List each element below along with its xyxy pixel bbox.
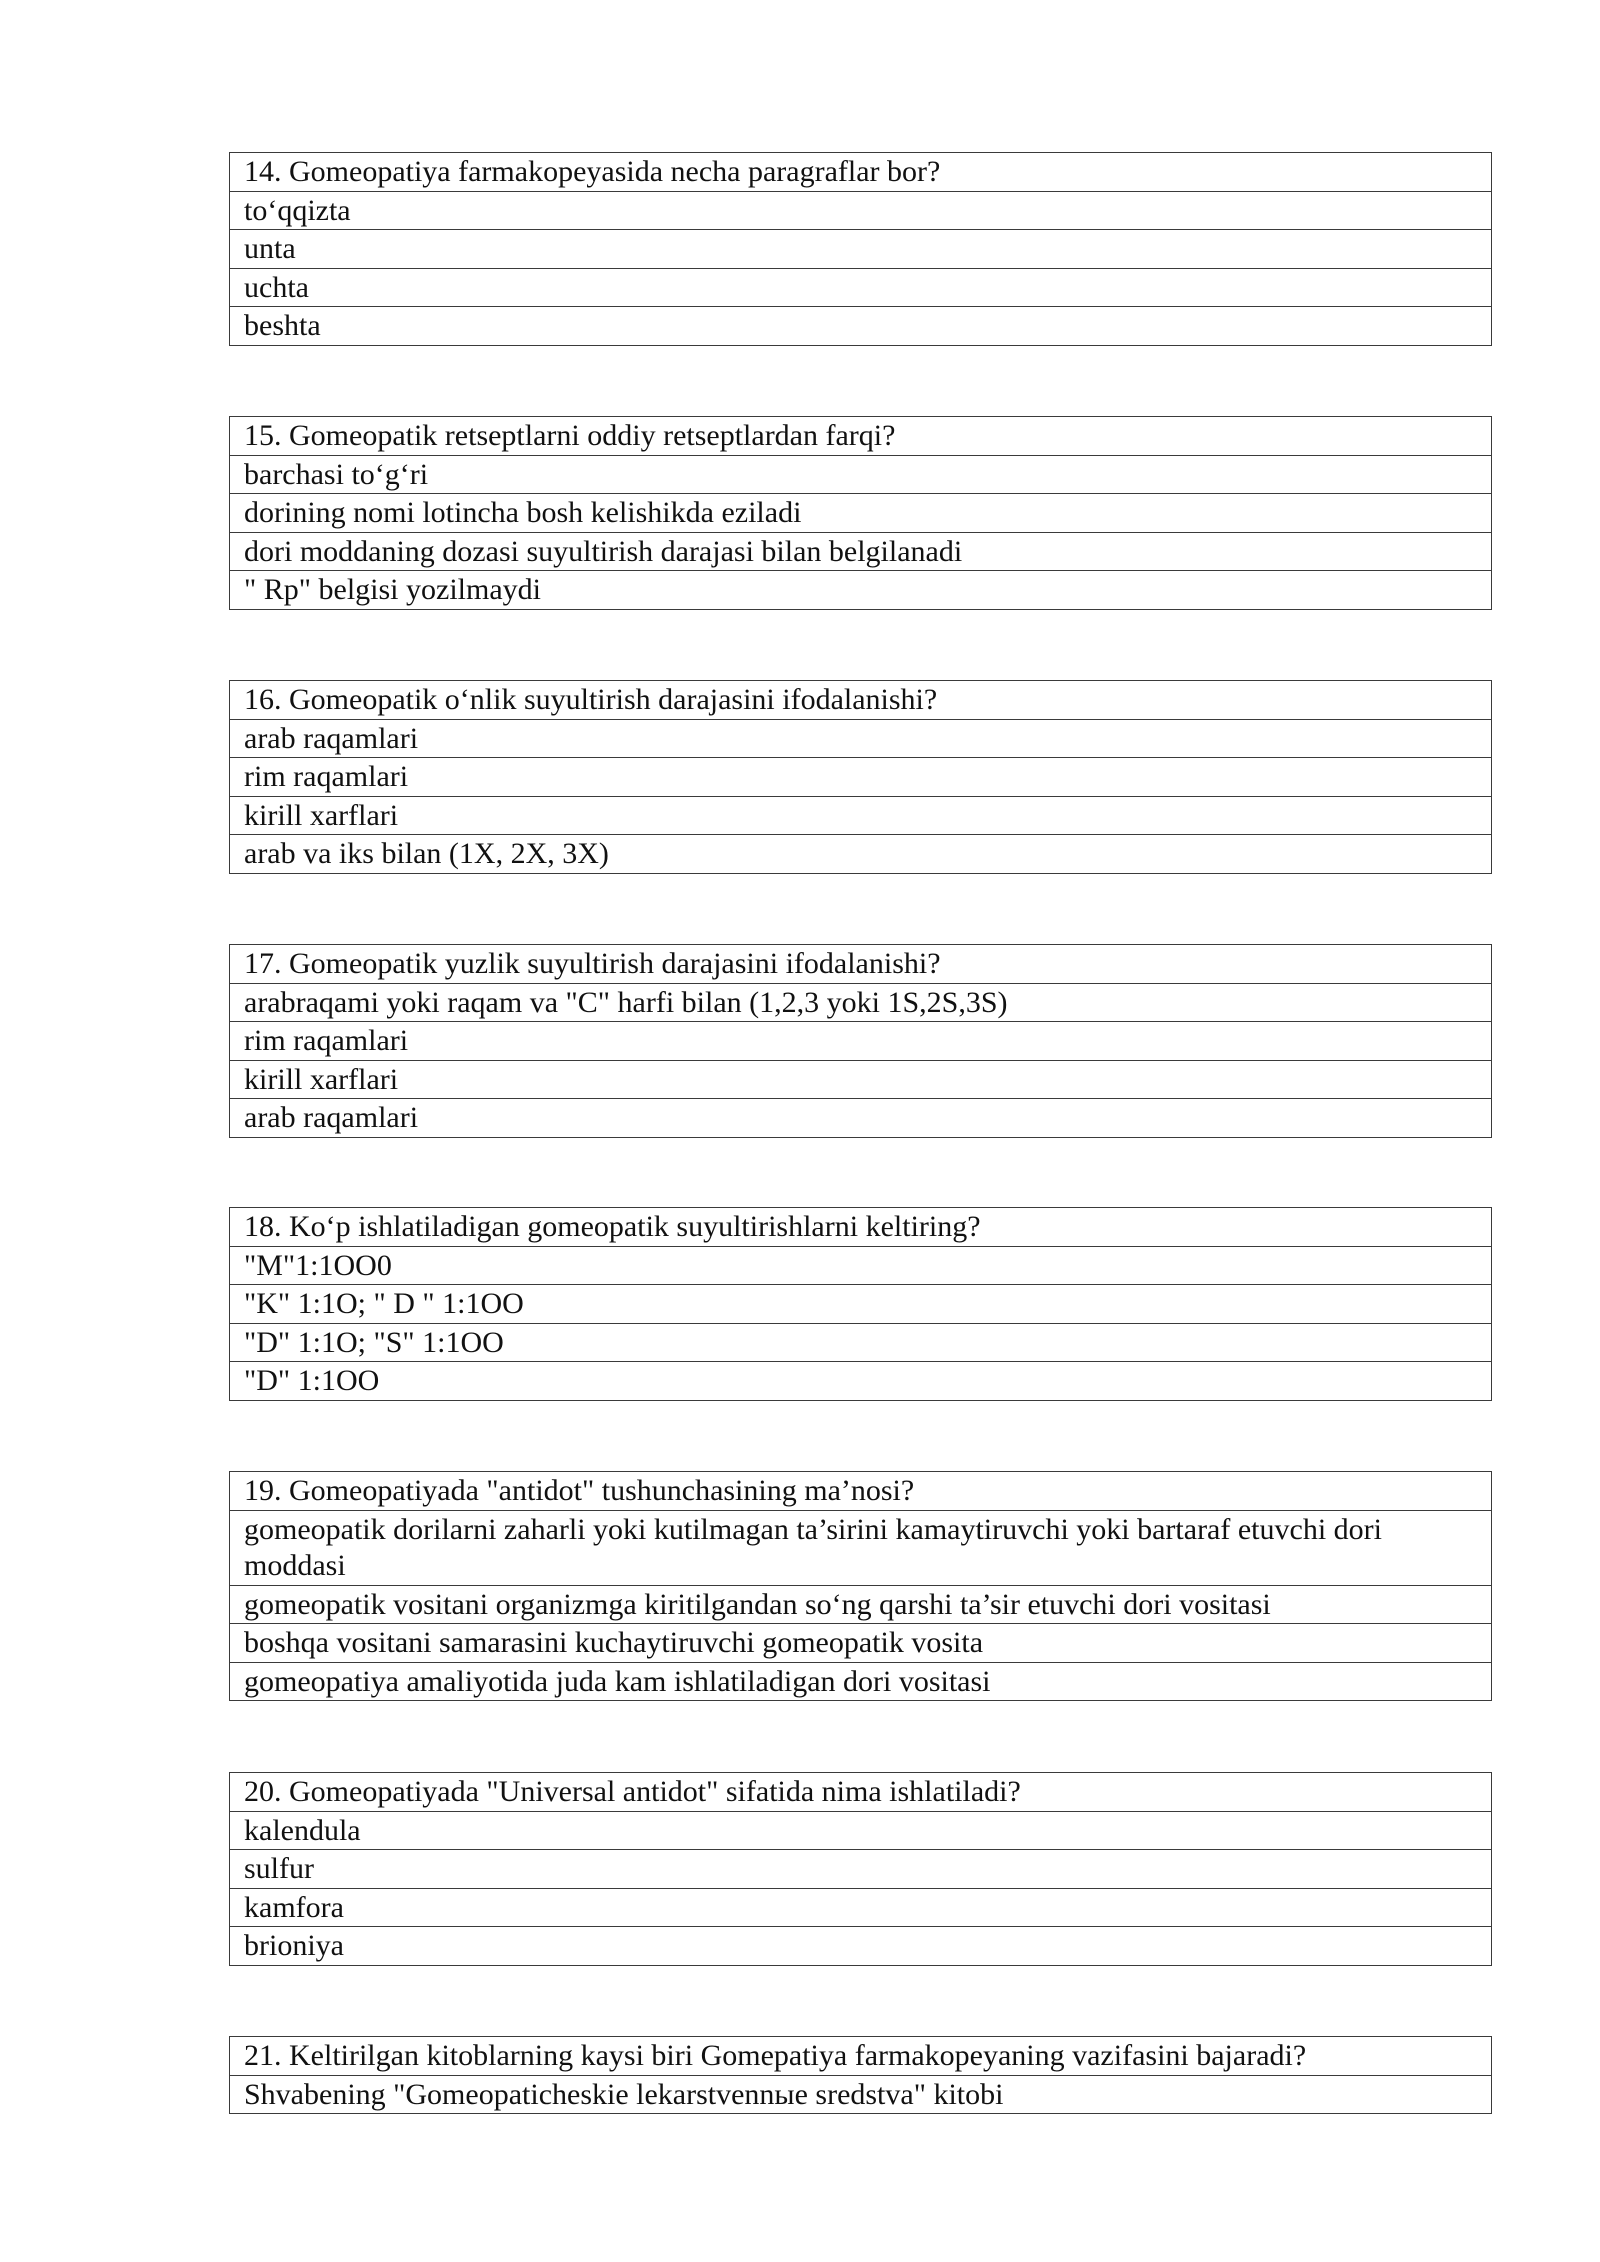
answer-text: barchasi to‘g‘ri (230, 455, 1492, 494)
answer-row (230, 1850, 1492, 1889)
answer-text: brioniya (230, 1927, 1492, 1966)
answer-text: kamfora (230, 1888, 1492, 1927)
question-block-21 (229, 2036, 1492, 2114)
answer-text: gomeopatik dorilarni zaharli yoki kutilmagan ta’sirini kamaytiruvchi yoki bartaraf etuvchi dori moddasi (230, 1510, 1492, 1585)
answer-text: arab va iks bilan (1X, 2X, 3X) (230, 835, 1492, 874)
answer-row (230, 983, 1492, 1022)
answer-row (230, 1662, 1492, 1701)
question-block-18 (229, 1207, 1492, 1401)
answer-row (230, 455, 1492, 494)
question-text: 16. Gomeopatik o‘nlik suyultirish darajasini ifodalanishi? (230, 681, 1492, 720)
question-text: 18. Ko‘p ishlatiladigan gomeopatik suyultirishlarni keltiring? (230, 1208, 1492, 1247)
question-text: 14. Gomeopatiya farmakopeyasida necha paragraflar bor? (230, 153, 1492, 192)
answer-text: sulfur (230, 1850, 1492, 1889)
question-text: 19. Gomeopatiyada "antidot" tushunchasining ma’nosi? (230, 1472, 1492, 1511)
question-row (230, 417, 1492, 456)
answer-row (230, 191, 1492, 230)
question-block-19 (229, 1471, 1492, 1701)
answer-text: gomeopatiya amaliyotida juda kam ishlatiladigan dori vositasi (230, 1662, 1492, 1701)
answer-row (230, 1285, 1492, 1324)
answer-text: uchta (230, 268, 1492, 307)
question-block-17 (229, 944, 1492, 1138)
answer-text: arab raqamlari (230, 719, 1492, 758)
question-row (230, 1208, 1492, 1247)
answer-text: rim raqamlari (230, 758, 1492, 797)
answer-row (230, 532, 1492, 571)
answer-text: "K" 1:1O; " D " 1:1OO (230, 1285, 1492, 1324)
answer-row (230, 307, 1492, 346)
answer-text: boshqa vositani samarasini kuchaytiruvchi gomeopatik vosita (230, 1624, 1492, 1663)
answer-row (230, 1624, 1492, 1663)
answer-row (230, 796, 1492, 835)
answer-text: kirill xarflari (230, 796, 1492, 835)
answer-row (230, 230, 1492, 269)
question-text: 21. Keltirilgan kitoblarning kaysi biri Gomepatiya farmakopeyaning vazifasini bajaradi? (230, 2037, 1492, 2076)
answer-text: "D" 1:1O; "S" 1:1OO (230, 1323, 1492, 1362)
question-row (230, 2037, 1492, 2076)
answer-row (230, 1927, 1492, 1966)
answer-row (230, 1323, 1492, 1362)
question-block-15 (229, 416, 1492, 610)
answer-text: arabraqami yoki raqam va "C" harfi bilan (1,2,3 yoki 1S,2S,3S) (230, 983, 1492, 1022)
answer-text: "D" 1:1OO (230, 1362, 1492, 1401)
question-row (230, 945, 1492, 984)
question-block-14 (229, 152, 1492, 346)
answer-text: " Rp" belgisi yozilmaydi (230, 571, 1492, 610)
answer-text: beshta (230, 307, 1492, 346)
answer-text: kalendula (230, 1811, 1492, 1850)
question-block-16 (229, 680, 1492, 874)
answer-text: kirill xarflari (230, 1060, 1492, 1099)
answer-text: gomeopatik vositani organizmga kiritilgandan so‘ng qarshi ta’sir etuvchi dori vositasi (230, 1585, 1492, 1624)
answer-row (230, 571, 1492, 610)
answer-text: Shvabening "Gomeopaticheskie lekarstvennыe sredstva" kitobi (230, 2075, 1492, 2114)
answer-text: dori moddaning dozasi suyultirish darajasi bilan belgilanadi (230, 532, 1492, 571)
answer-row (230, 835, 1492, 874)
question-text: 15. Gomeopatik retseptlarni oddiy retseptlardan farqi? (230, 417, 1492, 456)
answer-text: arab raqamlari (230, 1099, 1492, 1138)
question-text: 17. Gomeopatik yuzlik suyultirish darajasini ifodalanishi? (230, 945, 1492, 984)
answer-text: unta (230, 230, 1492, 269)
question-text: 20. Gomeopatiyada "Universal antidot" sifatida nima ishlatiladi? (230, 1773, 1492, 1812)
answer-row (230, 719, 1492, 758)
answer-row (230, 1585, 1492, 1624)
answer-row (230, 1888, 1492, 1927)
answer-row (230, 1060, 1492, 1099)
question-row (230, 153, 1492, 192)
question-row (230, 1472, 1492, 1511)
answer-row (230, 1022, 1492, 1061)
question-block-20 (229, 1772, 1492, 1966)
answer-row (230, 494, 1492, 533)
answer-text: dorining nomi lotincha bosh kelishikda eziladi (230, 494, 1492, 533)
question-row (230, 1773, 1492, 1812)
answer-row (230, 268, 1492, 307)
question-row (230, 681, 1492, 720)
answer-row (230, 1811, 1492, 1850)
answer-row (230, 1362, 1492, 1401)
answer-row (230, 1099, 1492, 1138)
answer-row (230, 758, 1492, 797)
answer-row (230, 2075, 1492, 2114)
answer-text: "M"1:1OO0 (230, 1246, 1492, 1285)
answer-row (230, 1510, 1492, 1585)
answer-text: to‘qqizta (230, 191, 1492, 230)
answer-text: rim raqamlari (230, 1022, 1492, 1061)
answer-row (230, 1246, 1492, 1285)
